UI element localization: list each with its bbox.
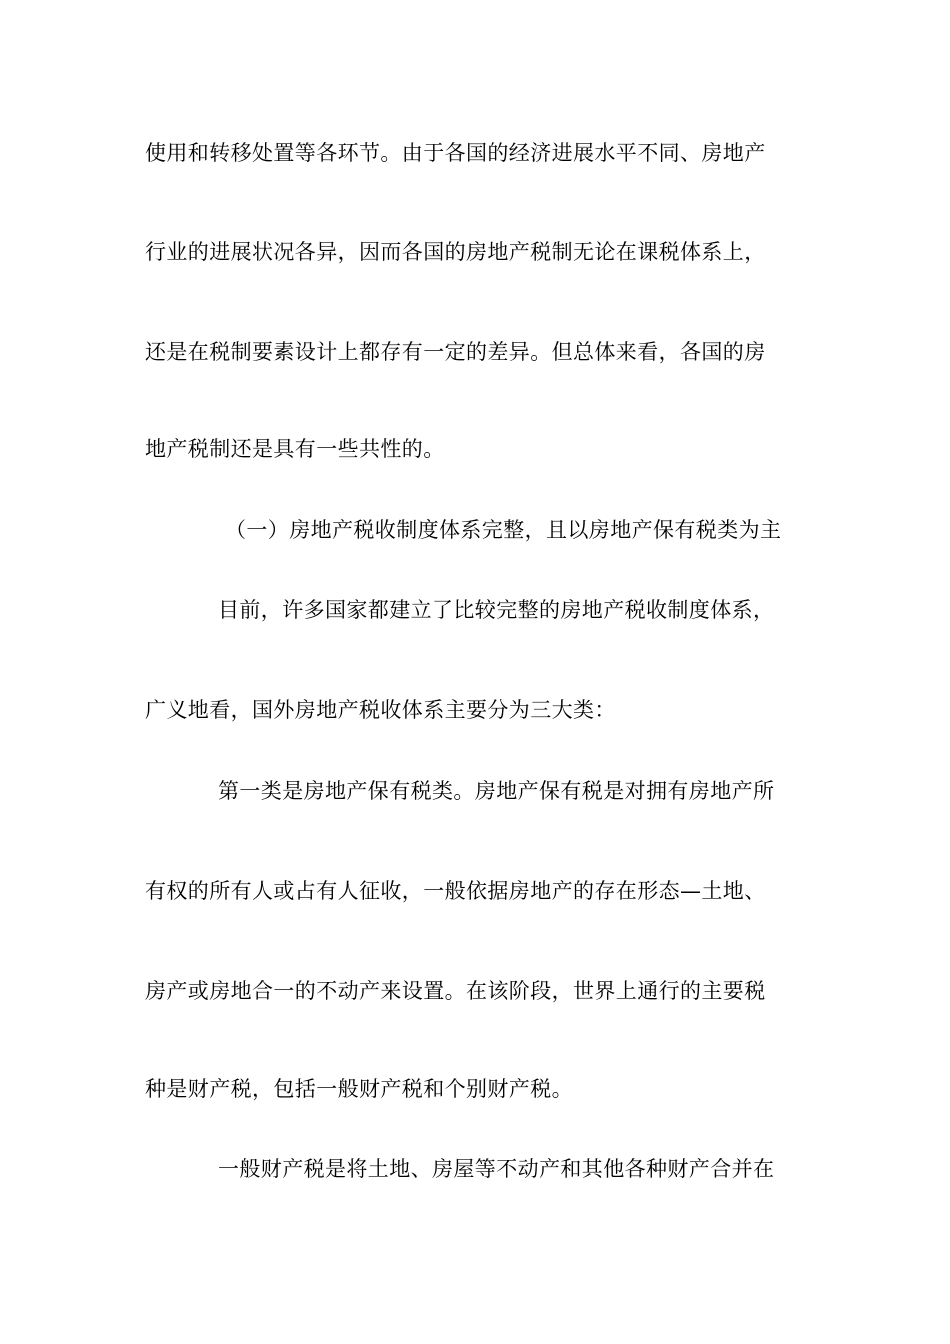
paragraph-line: 种是财产税，包括一般财产税和个别财产税。 (145, 1077, 573, 1101)
paragraph-line: 一般财产税是将土地、房屋等不动产和其他各种财产合并在 (218, 1157, 775, 1181)
paragraph-line: 广义地看，国外房地产税收体系主要分为三大类： (145, 698, 616, 722)
paragraph-line: 第一类是房地产保有税类。房地产保有税是对拥有房地产所 (218, 779, 775, 803)
paragraph-line: 有权的所有人或占有人征收，一般依据房地产的存在形态—土地、 (145, 879, 766, 903)
paragraph-line: 行业的进展状况各异，因而各国的房地产税制无论在课税体系上， (145, 240, 766, 264)
paragraph-line: 使用和转移处置等各环节。由于各国的经济进展水平不同、房地产 (145, 141, 766, 165)
paragraph-line: 地产税制还是具有一些共性的。 (145, 437, 445, 461)
paragraph-line: 目前，许多国家都建立了比较完整的房地产税收制度体系， (218, 598, 775, 622)
paragraph-line: 房产或房地合一的不动产来设置。在该阶段，世界上通行的主要税 (145, 979, 766, 1003)
paragraph-line: 还是在税制要素设计上都存有一定的差异。但总体来看，各国的房 (145, 340, 766, 364)
section-heading: （一）房地产税收制度体系完整，且以房地产保有税类为主 (225, 518, 782, 542)
